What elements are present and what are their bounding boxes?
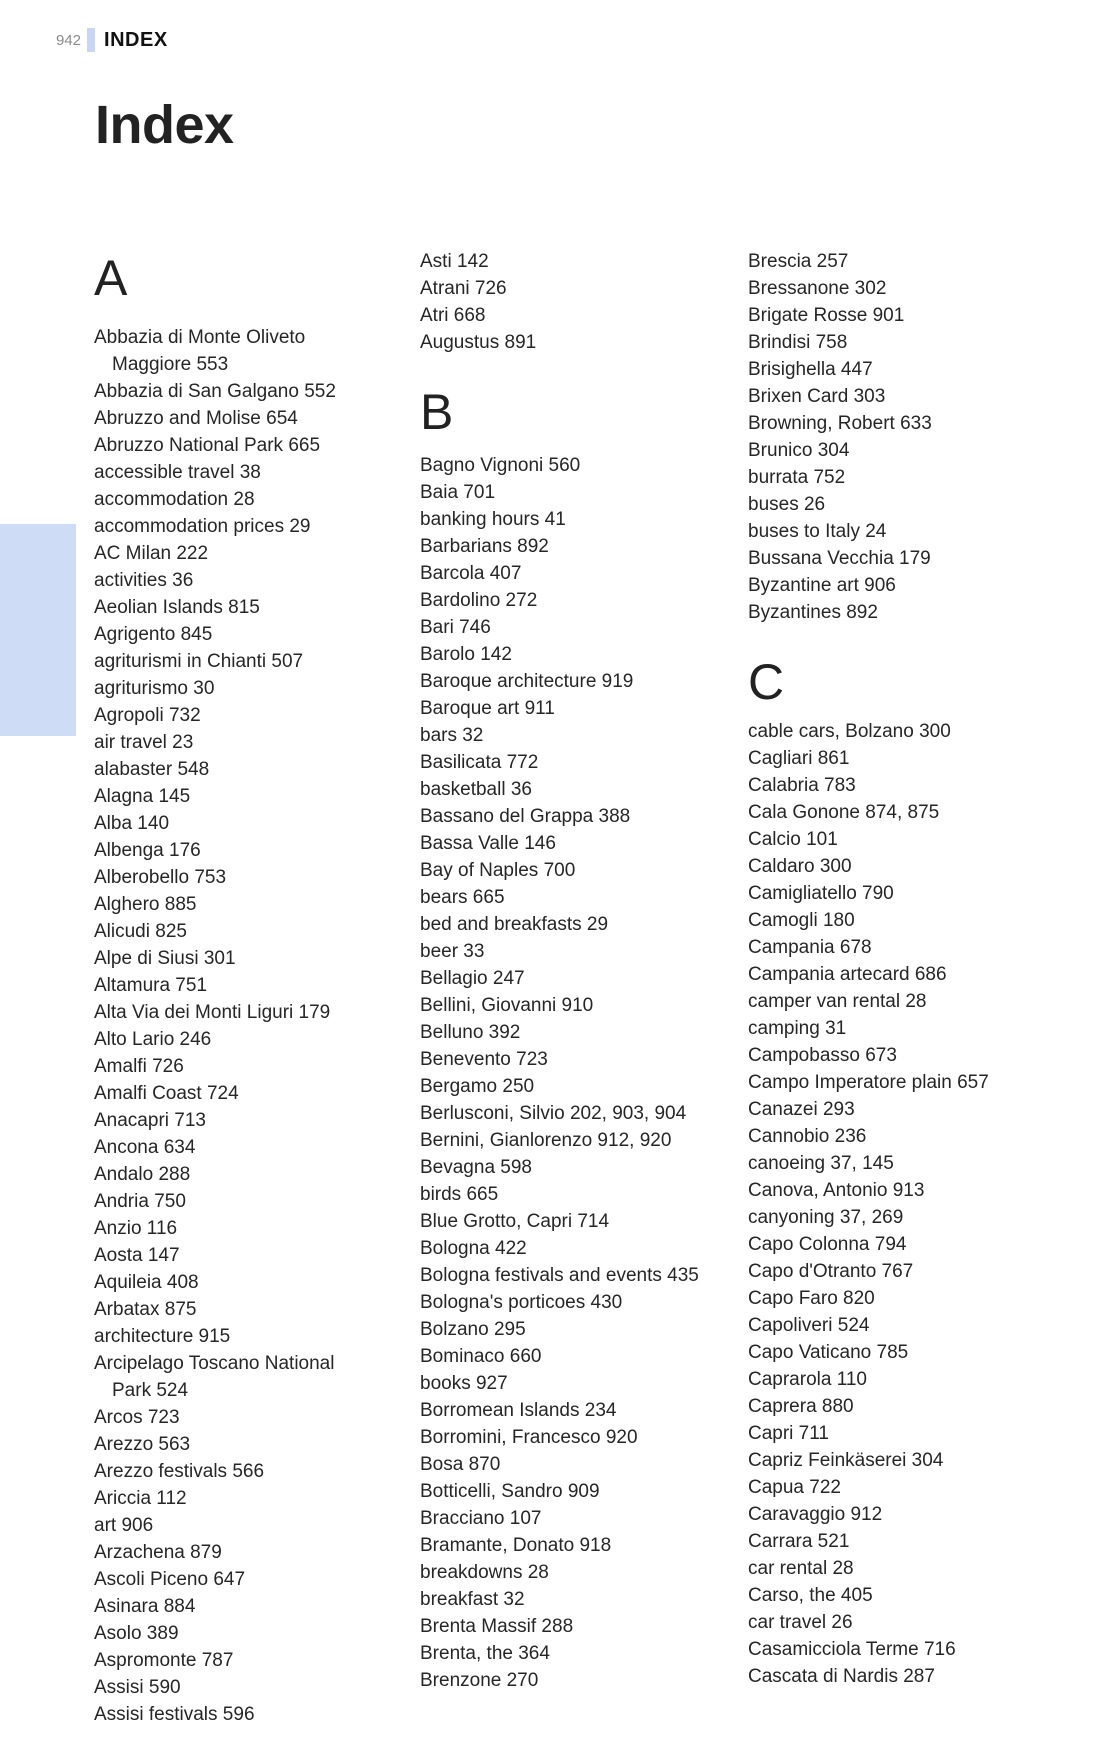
index-entry: Barbarians 892 bbox=[420, 536, 549, 557]
index-entry: accommodation prices 29 bbox=[94, 516, 311, 537]
index-entry: Borromean Islands 234 bbox=[420, 1400, 617, 1421]
index-entry: accessible travel 38 bbox=[94, 462, 261, 483]
index-entry: Barolo 142 bbox=[420, 644, 512, 665]
index-entry: Asolo 389 bbox=[94, 1623, 179, 1644]
index-entry: Bernini, Gianlorenzo 912, 920 bbox=[420, 1130, 672, 1151]
index-entry: Bassano del Grappa 388 bbox=[420, 806, 631, 827]
index-entry: Bellini, Giovanni 910 bbox=[420, 995, 594, 1016]
index-entry: Capri 711 bbox=[748, 1423, 829, 1444]
index-entry: Cannobio 236 bbox=[748, 1126, 867, 1147]
running-head bbox=[56, 28, 168, 52]
index-entry: agriturismi in Chianti 507 bbox=[94, 651, 304, 672]
index-entry: Alghero 885 bbox=[94, 894, 197, 915]
index-entry: Alta Via dei Monti Liguri 179 bbox=[94, 1002, 331, 1023]
index-entry: Baroque architecture 919 bbox=[420, 671, 634, 692]
index-entry: Canova, Antonio 913 bbox=[748, 1180, 925, 1201]
index-entry: Arcipelago Toscano National bbox=[94, 1353, 335, 1374]
index-entry: Bari 746 bbox=[420, 617, 491, 638]
index-entry: Bologna festivals and events 435 bbox=[420, 1265, 699, 1286]
index-entry: Caprera 880 bbox=[748, 1396, 854, 1417]
index-entry: Camogli 180 bbox=[748, 910, 855, 931]
index-entry: Bominaco 660 bbox=[420, 1346, 542, 1367]
index-entry: Capua 722 bbox=[748, 1477, 841, 1498]
index-entry: agriturismo 30 bbox=[94, 678, 215, 699]
index-entry: car travel 26 bbox=[748, 1612, 853, 1633]
index-entry: Albenga 176 bbox=[94, 840, 201, 861]
index-entry: Byzantines 892 bbox=[748, 602, 878, 623]
index-entry: Brixen Card 303 bbox=[748, 386, 886, 407]
index-entry: banking hours 41 bbox=[420, 509, 566, 530]
index-entry: Asinara 884 bbox=[94, 1596, 196, 1617]
index-column-3 bbox=[748, 248, 1078, 1690]
running-head-section: INDEX bbox=[104, 28, 168, 51]
index-entry: alabaster 548 bbox=[94, 759, 210, 780]
index-entry: Bellagio 247 bbox=[420, 968, 525, 989]
index-entry: Caprarola 110 bbox=[748, 1369, 868, 1390]
index-entry: Arcos 723 bbox=[94, 1407, 180, 1428]
index-entry: Aeolian Islands 815 bbox=[94, 597, 260, 618]
index-entry: Alicudi 825 bbox=[94, 921, 187, 942]
page-title: Index bbox=[95, 95, 234, 155]
index-entry: Abruzzo National Park 665 bbox=[94, 435, 321, 456]
index-entry: bed and breakfasts 29 bbox=[420, 914, 609, 935]
index-entry: Ariccia 112 bbox=[94, 1488, 187, 1509]
index-entry: Byzantine art 906 bbox=[748, 575, 896, 596]
index-entry: Abbazia di Monte Oliveto bbox=[94, 327, 306, 348]
index-entry: Aquileia 408 bbox=[94, 1272, 199, 1293]
index-entry: Andalo 288 bbox=[94, 1164, 191, 1185]
index-entry: burrata 752 bbox=[748, 467, 846, 488]
index-entry: Amalfi Coast 724 bbox=[94, 1083, 239, 1104]
index-entry: architecture 915 bbox=[94, 1326, 231, 1347]
index-entry: Alba 140 bbox=[94, 813, 170, 834]
index-entry: Bracciano 107 bbox=[420, 1508, 542, 1529]
index-entry: Capriz Feinkäserei 304 bbox=[748, 1450, 944, 1471]
index-entry: basketball 36 bbox=[420, 779, 532, 800]
index-entry: Campania 678 bbox=[748, 937, 872, 958]
header-accent-bar bbox=[87, 28, 95, 52]
index-entry: Maggiore 553 bbox=[112, 354, 229, 375]
index-entry-list bbox=[748, 248, 1078, 626]
index-entry: Bergamo 250 bbox=[420, 1076, 535, 1097]
index-entry: canyoning 37, 269 bbox=[748, 1207, 904, 1228]
index-entry: Bolzano 295 bbox=[420, 1319, 526, 1340]
index-entry: beer 33 bbox=[420, 941, 485, 962]
index-entry: Bramante, Donato 918 bbox=[420, 1535, 612, 1556]
index-entry: Park 524 bbox=[112, 1380, 189, 1401]
index-entry-list bbox=[748, 718, 1078, 1690]
index-entry: Bressanone 302 bbox=[748, 278, 887, 299]
letter-heading-c: C bbox=[748, 654, 785, 710]
index-entry: books 927 bbox=[420, 1373, 508, 1394]
index-entry: Campo Imperatore plain 657 bbox=[748, 1072, 989, 1093]
index-entry: Brenta, the 364 bbox=[420, 1643, 550, 1664]
index-entry: Brescia 257 bbox=[748, 251, 849, 272]
index-entry: Brisighella 447 bbox=[748, 359, 873, 380]
index-entry: Aosta 147 bbox=[94, 1245, 180, 1266]
index-entry: Atri 668 bbox=[420, 305, 486, 326]
index-entry: Browning, Robert 633 bbox=[748, 413, 932, 434]
thumb-index-tab bbox=[0, 524, 76, 736]
index-entry-list bbox=[420, 452, 730, 1694]
index-entry: Capo d'Otranto 767 bbox=[748, 1261, 914, 1282]
index-entry: Brenta Massif 288 bbox=[420, 1616, 574, 1637]
index-entry: Assisi 590 bbox=[94, 1677, 181, 1698]
index-entry: Agropoli 732 bbox=[94, 705, 201, 726]
index-entry: camping 31 bbox=[748, 1018, 847, 1039]
index-entry: Alberobello 753 bbox=[94, 867, 227, 888]
index-entry: Capoliveri 524 bbox=[748, 1315, 870, 1336]
index-entry: Brigate Rosse 901 bbox=[748, 305, 905, 326]
index-entry: Brenzone 270 bbox=[420, 1670, 539, 1691]
index-entry: Agrigento 845 bbox=[94, 624, 213, 645]
index-entry: Abbazia di San Galgano 552 bbox=[94, 381, 336, 402]
index-entry: Belluno 392 bbox=[420, 1022, 521, 1043]
index-entry: Botticelli, Sandro 909 bbox=[420, 1481, 600, 1502]
index-entry: canoeing 37, 145 bbox=[748, 1153, 894, 1174]
index-entry: Cagliari 861 bbox=[748, 748, 850, 769]
index-entry: Casamicciola Terme 716 bbox=[748, 1639, 956, 1660]
index-entry: Blue Grotto, Capri 714 bbox=[420, 1211, 610, 1232]
index-entry: Bologna's porticoes 430 bbox=[420, 1292, 623, 1313]
index-entry: breakfast 32 bbox=[420, 1589, 525, 1610]
index-entry: Amalfi 726 bbox=[94, 1056, 184, 1077]
index-entry: Ascoli Piceno 647 bbox=[94, 1569, 246, 1590]
index-entry: Bassa Valle 146 bbox=[420, 833, 556, 854]
index-entry: Barcola 407 bbox=[420, 563, 522, 584]
index-entry: Capo Vaticano 785 bbox=[748, 1342, 909, 1363]
index-entry: Camigliatello 790 bbox=[748, 883, 894, 904]
index-entry: Bussana Vecchia 179 bbox=[748, 548, 931, 569]
index-entry: Atrani 726 bbox=[420, 278, 507, 299]
index-entry: Bay of Naples 700 bbox=[420, 860, 576, 881]
index-entry: Asti 142 bbox=[420, 251, 489, 272]
index-entry: Brindisi 758 bbox=[748, 332, 848, 353]
index-entry: Bosa 870 bbox=[420, 1454, 501, 1475]
index-entry: Arezzo 563 bbox=[94, 1434, 191, 1455]
index-entry-list bbox=[94, 324, 414, 1728]
index-entry: Ancona 634 bbox=[94, 1137, 196, 1158]
index-entry: Canazei 293 bbox=[748, 1099, 855, 1120]
index-entry: Carso, the 405 bbox=[748, 1585, 873, 1606]
index-entry: Capo Faro 820 bbox=[748, 1288, 875, 1309]
index-entry: Aspromonte 787 bbox=[94, 1650, 234, 1671]
index-entry: Carrara 521 bbox=[748, 1531, 850, 1552]
index-entry: Baia 701 bbox=[420, 482, 496, 503]
index-entry: Cala Gonone 874, 875 bbox=[748, 802, 940, 823]
index-entry: buses to Italy 24 bbox=[748, 521, 887, 542]
index-entry: Calcio 101 bbox=[748, 829, 838, 850]
index-entry: Assisi festivals 596 bbox=[94, 1704, 255, 1725]
index-entry: Caravaggio 912 bbox=[748, 1504, 883, 1525]
index-entry: Bardolino 272 bbox=[420, 590, 538, 611]
index-entry: Bagno Vignoni 560 bbox=[420, 455, 581, 476]
index-entry: Capo Colonna 794 bbox=[748, 1234, 907, 1255]
index-column-1 bbox=[94, 248, 414, 1728]
index-entry: bears 665 bbox=[420, 887, 505, 908]
letter-heading-b: B bbox=[420, 384, 454, 440]
index-entry: Augustus 891 bbox=[420, 332, 537, 353]
index-entry: Calabria 783 bbox=[748, 775, 856, 796]
index-entry: Abruzzo and Molise 654 bbox=[94, 408, 298, 429]
index-entry: Bevagna 598 bbox=[420, 1157, 532, 1178]
page-number: 942 bbox=[56, 31, 82, 49]
index-entry: Cascata di Nardis 287 bbox=[748, 1666, 935, 1687]
index-entry: birds 665 bbox=[420, 1184, 499, 1205]
index-entry: Bologna 422 bbox=[420, 1238, 527, 1259]
index-entry: breakdowns 28 bbox=[420, 1562, 549, 1583]
index-entry: car rental 28 bbox=[748, 1558, 854, 1579]
index-entry: camper van rental 28 bbox=[748, 991, 927, 1012]
index-entry: Anacapri 713 bbox=[94, 1110, 206, 1131]
index-entry: activities 36 bbox=[94, 570, 194, 591]
index-entry: Campania artecard 686 bbox=[748, 964, 947, 985]
index-entry: Arezzo festivals 566 bbox=[94, 1461, 265, 1482]
index-entry: Alagna 145 bbox=[94, 786, 191, 807]
index-entry-list bbox=[420, 248, 730, 356]
index-entry: Andria 750 bbox=[94, 1191, 186, 1212]
index-entry: Borromini, Francesco 920 bbox=[420, 1427, 638, 1448]
index-entry: Altamura 751 bbox=[94, 975, 208, 996]
index-entry: AC Milan 222 bbox=[94, 543, 209, 564]
index-entry: Berlusconi, Silvio 202, 903, 904 bbox=[420, 1103, 687, 1124]
index-entry: Benevento 723 bbox=[420, 1049, 548, 1070]
index-entry: art 906 bbox=[94, 1515, 154, 1536]
index-entry: Brunico 304 bbox=[748, 440, 850, 461]
index-entry: Alpe di Siusi 301 bbox=[94, 948, 236, 969]
index-entry: bars 32 bbox=[420, 725, 484, 746]
index-entry: Anzio 116 bbox=[94, 1218, 178, 1239]
index-entry: accommodation 28 bbox=[94, 489, 255, 510]
index-entry: Alto Lario 246 bbox=[94, 1029, 212, 1050]
index-entry: buses 26 bbox=[748, 494, 826, 515]
index-entry: Basilicata 772 bbox=[420, 752, 539, 773]
index-entry: Arzachena 879 bbox=[94, 1542, 222, 1563]
index-entry: Caldaro 300 bbox=[748, 856, 852, 877]
index-entry: cable cars, Bolzano 300 bbox=[748, 721, 951, 742]
index-entry: Arbatax 875 bbox=[94, 1299, 197, 1320]
letter-heading-a: A bbox=[94, 250, 128, 306]
index-entry: Campobasso 673 bbox=[748, 1045, 897, 1066]
index-entry: air travel 23 bbox=[94, 732, 194, 753]
index-column-2 bbox=[420, 248, 730, 1694]
index-entry: Baroque art 911 bbox=[420, 698, 555, 719]
